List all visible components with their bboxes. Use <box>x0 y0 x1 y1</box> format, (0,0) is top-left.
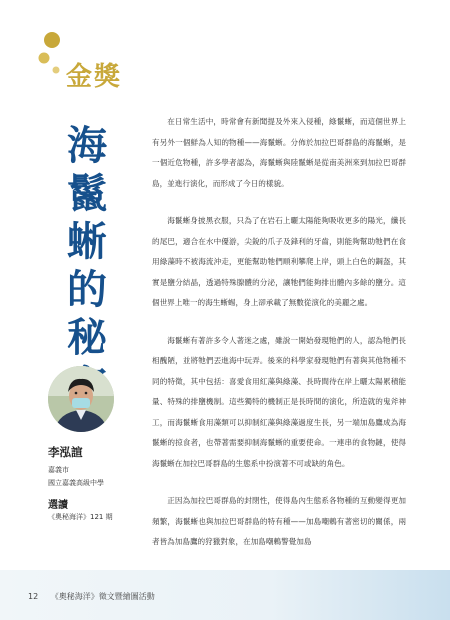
article-body <box>152 112 406 570</box>
selected-reading-source: 《奧秘海洋》121 期 <box>48 513 113 521</box>
author-name: 李泓諠 <box>48 445 83 459</box>
author-portrait <box>48 366 114 432</box>
author-school <box>48 464 138 490</box>
article-paragraph: 在日常生活中，時常會有新聞提及外來入侵種，綠鬣蜥，而這個世界上有另外一個鮮為人知的物種——海鬣蜥。分佈於加拉巴哥群島的海鬣蜥，是一個近危物種，許多學者認為，海鬣蜥與陸鬣蜥是從南美洲來到加拉巴哥群島，並進行演化，而形成了今日的樣貌。 <box>152 117 406 188</box>
page-footer <box>28 591 155 602</box>
page-number: 12 <box>28 592 39 601</box>
author-school-name: 國立嘉義高級中學 <box>48 479 104 487</box>
award-heading: 金獎 <box>66 62 123 92</box>
article-title: 海鬣蜥的秘 <box>67 122 107 361</box>
article-paragraph: 海鬣蜥身披黑衣服，只為了在岩石上曬太陽能夠吸收更多的陽光，纖長的尾巴，適合在水中優游，尖銳的爪子及鋒利的牙齒，則能夠幫助牠們在食用綠藻時不被海流沖走，更能幫助牠們順利攀爬上岸，頭上白色的鋼盔，其實是鹽分結晶，透過特殊腺體的分泌，讓牠們能夠排出體內多餘的鹽分。這個世界上唯一的海生蜥蜴，身上卻承載了無數從演化的美麗之處。 <box>152 216 406 307</box>
publication-name: 《奧秘海洋》徵文暨繪圖活動 <box>50 592 155 601</box>
selected-reading-label: 選讀 <box>48 500 68 511</box>
article-paragraph: 海鬣蜥有著許多令人著迷之處，雖說一開始發現牠們的人，認為牠們長相醜陋，並將牠們丟進海中玩弄。後來的科學家發現牠們有著與其他物種不同的特徵，其中包括：喜愛食用紅藻與綠藻、長時間待在岸上曬太陽累積能量、特殊的排鹽機制。這些獨特的機制正是長時間的演化，所造就的鬼斧神工，而海鬣蜥食用藻類可以抑制紅藻與綠藻過度生長，另一端加島鷹成為海鬣蜥的掠食者，也帶著需要抑制海鬣蜥的重要使命。一連串的食物鏈，使得海鬣蜥在加拉巴哥群島的生態系中扮演著不可或缺的角色。 <box>152 335 406 468</box>
article-paragraph: 正因為加拉巴哥群島的封閉性，使得島內生態系各物種的互動變得更加頻繁，海鬣蜥也與加拉巴哥群島的特有種——加島嘲鶇有著密切的關係，兩者皆為加島鷹的狩獵對象，在加島嘲鶇警覺加島 <box>152 496 406 546</box>
author-city: 嘉義市 <box>48 466 69 474</box>
